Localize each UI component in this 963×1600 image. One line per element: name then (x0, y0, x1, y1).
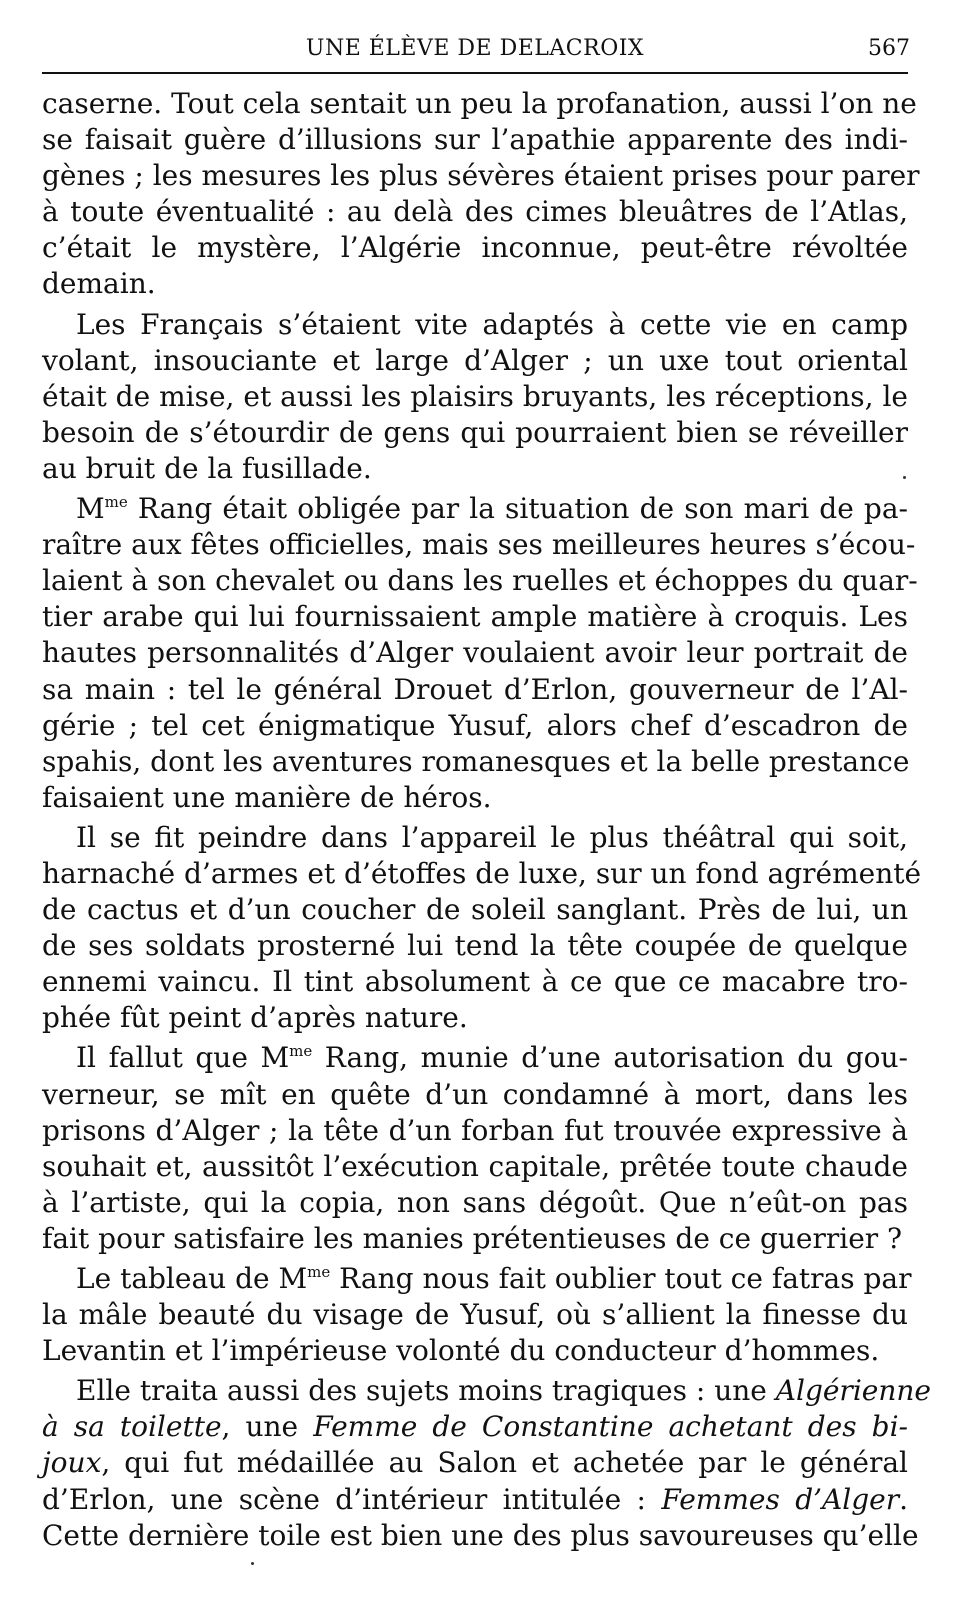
text-line: volant, insouciante et large d’Alger ; un uxe tout oriental (42, 343, 908, 377)
running-title: UNE ÉLÈVE DE DELACROIX (305, 36, 645, 61)
text-line (42, 1040, 908, 1076)
text-line: fait pour satisfaire les manies prétentieuses de ce guerrier ? (42, 1221, 903, 1255)
text-line: c’était le mystère, l’Algérie inconnue, peut-être révoltée (42, 231, 908, 265)
abbrev-sup: me (104, 493, 128, 512)
text-line: demain. (42, 267, 156, 301)
text-line: spahis, dont les aventures romanesques et la belle prestance (42, 744, 910, 778)
italic-title: Femmes d’Alger (661, 1482, 900, 1516)
italic-title: joux (42, 1446, 102, 1480)
line-start: d’Erlon, une scène d’intérieur intitulée : (42, 1482, 662, 1516)
abbrev-sup: me (307, 1263, 331, 1281)
header-rule (42, 72, 908, 74)
text-line: se faisait guère d’illusions sur l’apathie apparente des indi- (42, 123, 908, 157)
text-line: raître aux fêtes officielles, mais ses meilleures heures s’écou- (42, 528, 916, 562)
running-head (40, 36, 910, 70)
text-line: faisaient une manière de héros. (42, 780, 492, 814)
text-line: était de mise, et aussi les plaisirs bruyants, les réceptions, le (42, 379, 908, 413)
body-text (42, 86, 931, 1554)
text-line (42, 1445, 908, 1481)
text-line: ennemi vaincu. Il tint absolument à ce que ce macabre tro- (42, 965, 908, 999)
text-line: caserne. Tout cela sentait un peu la profanation, aussi l’on ne (42, 87, 917, 120)
text-line (42, 1482, 908, 1518)
text-line (42, 1409, 908, 1445)
text-line: souhait et, aussitôt l’exécution capitale, prêtée toute chaude (42, 1149, 908, 1183)
line-start: Il fallut que (76, 1041, 261, 1075)
abbrev-m: M (260, 1041, 290, 1075)
text-line: à toute éventualité : au delà des cimes bleuâtres de l’Atlas, (42, 195, 908, 229)
text-line: tier arabe qui lui fournissaient ample matière à croquis. Les (42, 600, 908, 634)
text-line: laient à son chevalet ou dans les ruelles et échoppes du quar- (42, 564, 918, 598)
text-line: Les Français s’étaient vite adaptés à cette vie en camp (76, 307, 908, 341)
italic-title: à sa toilette (42, 1410, 222, 1444)
print-speck (903, 476, 906, 479)
line-rest: Rang, munie d’une autorisation du gou- (312, 1041, 908, 1075)
text-line: Il se fit peindre dans l’appareil le plus théâtral qui soit, (76, 820, 908, 854)
abbrev-m: M (76, 492, 105, 526)
text-line: au bruit de la fusillade. (42, 451, 372, 485)
text-line: de ses soldats prosterné lui tend la tête coupée de quelque (42, 929, 908, 963)
line-rest: Rang nous fait oublier tout ce fatras par (330, 1262, 912, 1295)
text-line: hautes personnalités d’Alger voulaient avoir leur portrait de (42, 636, 908, 670)
text-line: de cactus et d’un coucher de soleil sanglant. Près de lui, un (42, 893, 908, 927)
text-line: à l’artiste, qui la copia, non sans dégoût. Que n’eût-on pas (42, 1185, 908, 1219)
text-line: Cette dernière toile est bien une des plus savoureuses qu’elle (42, 1518, 919, 1552)
text-line (42, 1261, 912, 1297)
text-line (42, 491, 908, 527)
text-line: prisons d’Alger ; la tête d’un forban fut trouvée expressive à (42, 1113, 908, 1147)
italic-title: Femme de Constantine achetant des bi- (313, 1410, 908, 1444)
text-line: besoin de s’étourdir de gens qui pourraient bien se réveiller (42, 415, 908, 449)
text-line: sa main : tel le général Drouet d’Erlon, gouverneur de l’Al- (42, 672, 908, 706)
text-line: Levantin et l’impérieuse volonté du conducteur d’hommes. (42, 1334, 880, 1368)
line-start: Le tableau de (76, 1262, 279, 1295)
line-rest: Rang était obligée par la situation de son mari de pa- (127, 492, 908, 526)
print-speck (251, 1562, 254, 1565)
abbrev-sup: me (289, 1042, 313, 1061)
text-line: gènes ; les mesures les plus sévères étaient prises pour parer (42, 159, 920, 193)
text-line: phée fût peint d’après nature. (42, 1001, 468, 1035)
line-mid: , une (221, 1410, 314, 1444)
line-start: Elle traita aussi des sujets moins tragiques : une (76, 1374, 776, 1408)
abbrev-m: M (278, 1262, 308, 1295)
line-rest: , qui fut médaillée au Salon et achetée par le général (101, 1446, 908, 1480)
line-end: . (899, 1482, 908, 1516)
text-line: la mâle beauté du visage de Yusuf, où s’allient la finesse du (42, 1298, 908, 1332)
text-line: verneur, se mît en quête d’un condamné à mort, dans les (42, 1077, 908, 1111)
text-line: gérie ; tel cet énigmatique Yusuf, alors chef d’escadron de (42, 708, 908, 742)
italic-title: Algérienne (775, 1374, 931, 1408)
text-line (42, 1373, 931, 1409)
page-number: 567 (868, 36, 910, 61)
text-line: harnaché d’armes et d’étoffes de luxe, sur un fond agrémenté (42, 856, 922, 890)
